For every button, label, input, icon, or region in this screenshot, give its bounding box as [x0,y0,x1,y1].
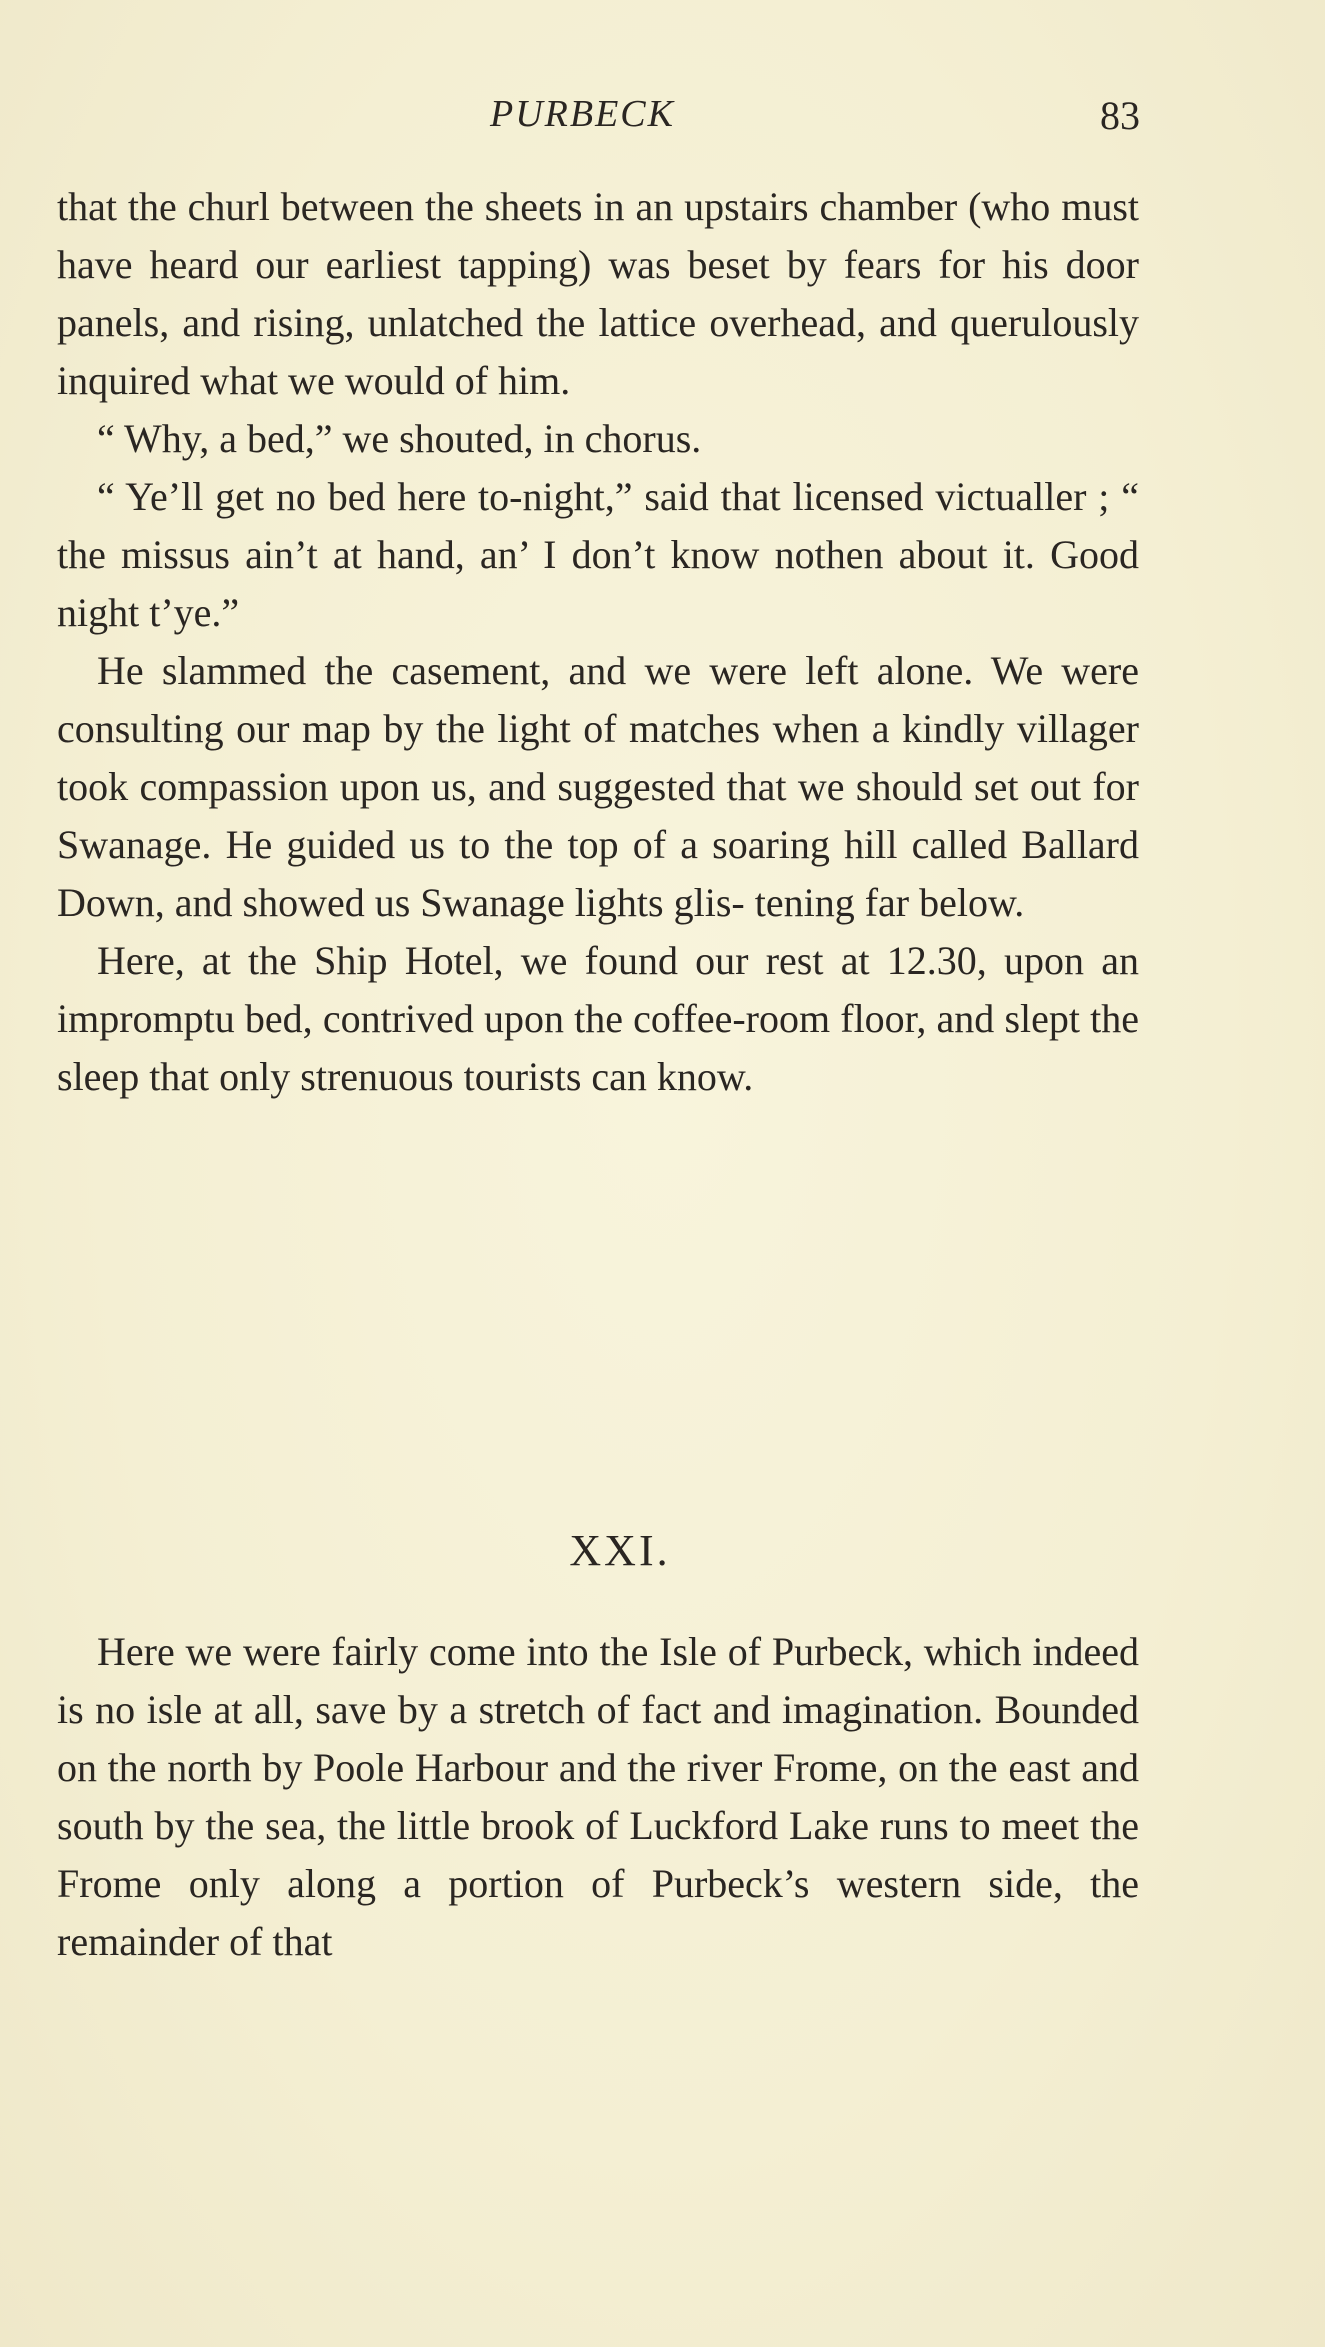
paragraph: He slammed the casement, and we were left alone. We were consulting our map by the light of matches when a kindly villager took compassion upon us, and suggested that we should set out for Swanage. He guided us to the top of a soaring hill called Ballard Down, and showed us Swanage lights glis- tening far below. [57,648,1139,925]
text-section-two [57,1623,1139,1971]
paragraph: Here we were fairly come into the Isle of Purbeck, which indeed is no isle at all, save by a stretch of fact and imagination. Bounded on the north by Poole Harbour and the river Frome, on the east and south by the sea, the little brook of Luckford Lake runs to meet the Frome only along a portion of Purbeck’s western side, the remainder of that [57,1629,1139,1964]
chapter-heading: XXI. [569,1526,671,1575]
text-section-one [57,178,1139,1106]
paragraph: “ Why, a bed,” we shouted, in chorus. [97,416,702,461]
page-number: 83 [1100,93,1140,138]
running-header [0,88,1325,148]
paragraph: Here, at the Ship Hotel, we found our rest at 12.30, upon an impromptu bed, contrived upon the coffee-room floor, and slept the sleep that only strenuous tourists can know. [57,938,1139,1099]
paragraph: that the churl between the sheets in an upstairs chamber (who must have heard our earliest tapping) was beset by fears for his door panels, and rising, unlatched the lattice overhead, and querulously inquired what we would of him. [57,184,1139,403]
paragraph: “ Ye’ll get no bed here to-night,” said that licensed victualler ; “ the missus ain’t at hand, an’ I don’t know nothen about it. Good night t’ye.” [57,474,1139,635]
running-title: PURBECK [490,93,675,135]
